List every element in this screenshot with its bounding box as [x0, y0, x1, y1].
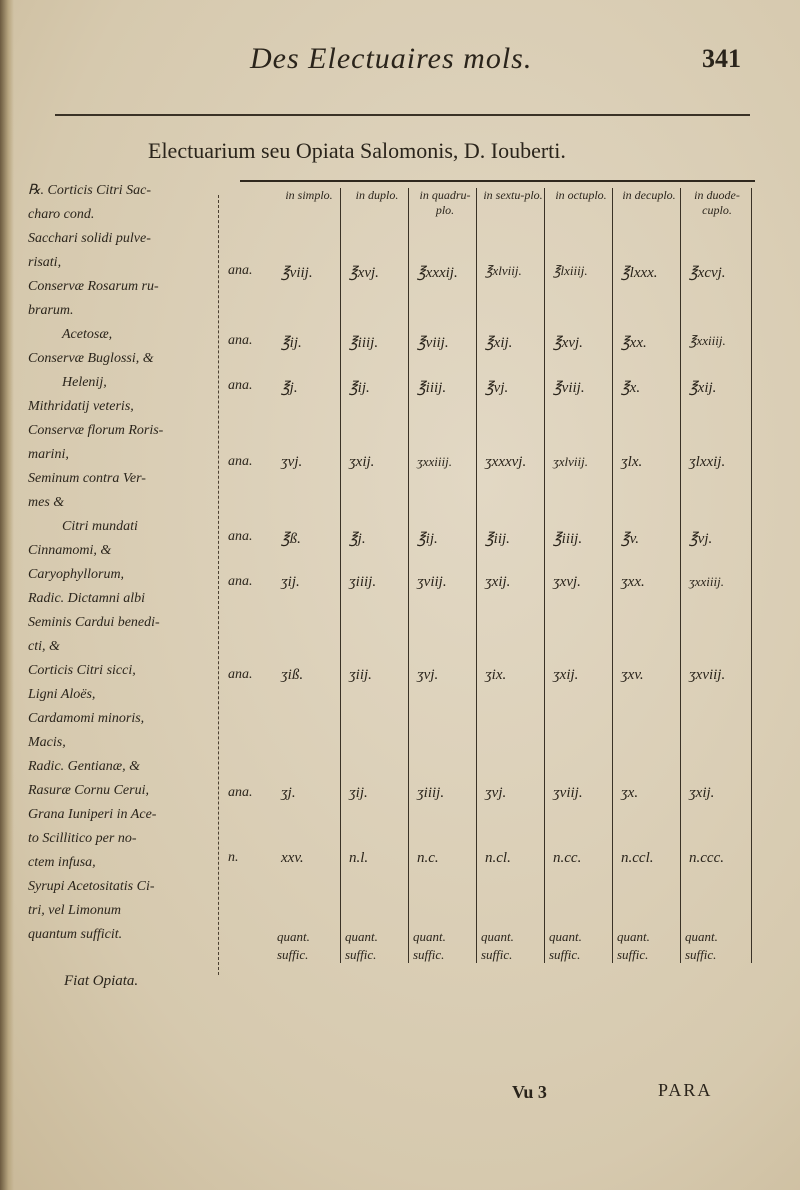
- quantum-cell: quant. suffic.: [277, 929, 310, 962]
- dosage-table: [275, 180, 753, 970]
- dose-cell: ʒxxiiij.: [417, 454, 453, 469]
- dose-cell: ʒxlviij.: [553, 454, 589, 469]
- dose-cell: ℥vj.: [485, 380, 509, 396]
- dose-cell: ℥ij.: [417, 531, 438, 547]
- ingredient-divider: [218, 195, 219, 975]
- dose-cell: ʒxvj.: [553, 574, 581, 590]
- dose-cell: ℥vj.: [689, 531, 713, 547]
- ingredient-line: risati,: [28, 255, 62, 270]
- ingredient-line: Cinnamomi, &: [28, 543, 112, 558]
- ingredient-line: Ligni Aloës,: [28, 687, 96, 702]
- dose-cell: ʒx.: [621, 785, 639, 801]
- dose-cell: ℥iij.: [485, 531, 510, 547]
- dose-cell: ℥viij.: [281, 265, 313, 281]
- dose-cell: ℥xcvj.: [689, 265, 726, 281]
- ingredient-line: Macis,: [28, 735, 66, 750]
- header-rule: [55, 114, 750, 116]
- ingredient-line: Grana Iuniperi in Ace-: [28, 807, 157, 822]
- dose-cell: ℥viij.: [417, 335, 449, 351]
- ingredient-line: Caryophyllorum,: [28, 567, 125, 582]
- ingredient-line: Corticis Citri sicci,: [28, 663, 136, 678]
- column-divider: [408, 188, 409, 963]
- column-header: in octuplo.: [555, 188, 607, 202]
- column-divider: [751, 188, 752, 963]
- dose-cell: ʒiiij.: [349, 574, 377, 590]
- dose-cell: ʒxv.: [621, 667, 644, 683]
- dose-cell: ʒlxxij.: [689, 454, 726, 470]
- quantum-cell: quant. suffic.: [413, 929, 446, 962]
- signature-mark: Vu 3: [512, 1082, 547, 1102]
- dose-cell: ℥ij.: [349, 380, 370, 396]
- column-header: in simplo.: [285, 188, 333, 202]
- dose-cell: ʒxij.: [349, 454, 375, 470]
- ana-label: ana.: [228, 454, 253, 469]
- ana-label: ana.: [228, 667, 253, 682]
- dose-cell: n.ccc.: [689, 850, 724, 866]
- column-divider: [544, 188, 545, 963]
- dose-cell: ʒxx.: [621, 574, 645, 590]
- ingredient-line: Citri mundati: [62, 519, 138, 534]
- dose-cell: ʒvj.: [485, 785, 507, 801]
- ingredient-line: Syrupi Acetositatis Ci-: [28, 879, 155, 894]
- ana-label: n.: [228, 850, 239, 865]
- ana-label: ana.: [228, 574, 253, 589]
- ana-label: ana.: [228, 333, 253, 348]
- ingredient-line: Helenij,: [62, 375, 107, 390]
- ana-label: ana.: [228, 529, 253, 544]
- dose-cell: ℥iiij.: [553, 531, 583, 547]
- column-header: in duplo.: [355, 188, 399, 202]
- column-header: in decuplo.: [622, 188, 676, 202]
- dose-cell: ℥j.: [281, 380, 298, 396]
- dose-cell: ʒxij.: [485, 574, 511, 590]
- ingredient-line: Mithridatij veteris,: [28, 399, 134, 414]
- dose-cell: ʒxij.: [689, 785, 715, 801]
- ingredient-line: ℞. Corticis Citri Sac-: [28, 183, 151, 198]
- ingredient-line: Radic. Dictamni albi: [28, 591, 146, 606]
- dose-cell: ℥iiij.: [349, 335, 379, 351]
- column-header: in sextu-plo.: [483, 188, 543, 202]
- ingredient-line: Conservæ Rosarum ru-: [28, 279, 159, 294]
- dose-cell: ℥ß.: [281, 531, 301, 547]
- ingredient-line: Seminis Cardui benedi-: [28, 615, 160, 630]
- dose-cell: ʒiij.: [349, 667, 372, 683]
- ingredient-line: Acetosæ,: [62, 327, 113, 342]
- quantum-cell: quant. suffic.: [345, 929, 378, 962]
- dose-cell: ℥xx.: [621, 335, 647, 351]
- dose-cell: ʒxviij.: [689, 667, 726, 683]
- quantum-cell: quant. suffic.: [685, 929, 718, 962]
- dose-cell: ʒj.: [281, 785, 296, 801]
- ingredient-line: Cardamomi minoris,: [28, 711, 145, 726]
- dose-cell: ℥viij.: [553, 380, 585, 396]
- ingredient-line: ctem infusa,: [28, 855, 96, 870]
- dose-cell: ℥xxxij.: [417, 265, 458, 281]
- binding-gutter: [0, 0, 14, 1190]
- column-divider: [476, 188, 477, 963]
- ingredient-line: Seminum contra Ver-: [28, 471, 146, 486]
- dose-cell: ℥lxiiij.: [553, 263, 588, 278]
- ingredient-line: Sacchari solidi pulve-: [28, 231, 151, 246]
- column-divider: [612, 188, 613, 963]
- column-header: in duode-cuplo.: [694, 188, 740, 217]
- ana-label: ana.: [228, 263, 253, 278]
- ana-label: ana.: [228, 378, 253, 393]
- ingredient-line: Conservæ Buglossi, &: [28, 351, 154, 366]
- dose-cell: ʒix.: [485, 667, 507, 683]
- dose-cell: ʒlx.: [621, 454, 643, 470]
- dose-cell: ʒiß.: [281, 667, 304, 683]
- dose-cell: ℥xvj.: [553, 335, 583, 351]
- closing-instruction: Fiat Opiata.: [64, 973, 139, 989]
- dose-cell: ℥xlviij.: [485, 263, 522, 278]
- dose-cell: ʒij.: [281, 574, 300, 590]
- dose-cell: n.ccl.: [621, 850, 654, 866]
- ingredient-line: charo cond.: [28, 207, 95, 222]
- dose-cell: ʒij.: [349, 785, 368, 801]
- ingredient-line: quantum sufficit.: [28, 927, 123, 942]
- dose-cell: n.cl.: [485, 850, 511, 866]
- dose-cell: ℥lxxx.: [621, 265, 658, 281]
- column-header: in quadru-plo.: [419, 188, 471, 217]
- recipe-title: Electuarium seu Opiata Salomonis, D. Iouberti.: [148, 138, 566, 163]
- column-divider: [340, 188, 341, 963]
- dose-cell: ʒxxxvj.: [485, 454, 527, 470]
- dose-cell: ʒxij.: [553, 667, 579, 683]
- dose-cell: ʒvj.: [417, 667, 439, 683]
- ingredient-line: Conservæ florum Roris-: [28, 423, 164, 438]
- dose-cell: ʒiiij.: [417, 785, 445, 801]
- dose-cell: ℥xij.: [689, 380, 717, 396]
- ana-label: ana.: [228, 785, 253, 800]
- dose-cell: ℥xxiiij.: [689, 333, 726, 348]
- dose-cell: ʒxxiiij.: [689, 574, 725, 589]
- page-number: 341: [702, 44, 741, 73]
- dose-cell: ℥xvj.: [349, 265, 379, 281]
- ingredient-line: mes &: [28, 495, 65, 510]
- dose-cell: n.cc.: [553, 850, 582, 866]
- dose-cell: ʒviij.: [417, 574, 447, 590]
- dose-cell: ℥j.: [349, 531, 366, 547]
- dose-cell: ℥ij.: [281, 335, 302, 351]
- ingredient-line: cti, &: [28, 639, 60, 654]
- column-divider: [680, 188, 681, 963]
- dose-cell: n.c.: [417, 850, 439, 866]
- ingredient-line: marini,: [28, 447, 69, 462]
- dose-cell: ʒviij.: [553, 785, 583, 801]
- quantum-cell: quant. suffic.: [481, 929, 514, 962]
- quantum-cell: quant. suffic.: [617, 929, 650, 962]
- ingredient-line: Radic. Gentianæ, &: [28, 759, 140, 774]
- catchword: PARA: [658, 1080, 713, 1100]
- ingredient-line: brarum.: [28, 303, 74, 318]
- ingredient-line: Rasuræ Cornu Cerui,: [28, 783, 149, 798]
- running-head: Des Electuaires mols.: [250, 42, 533, 75]
- dose-cell: xxv.: [281, 850, 304, 866]
- dose-cell: ℥iiij.: [417, 380, 447, 396]
- quantum-cell: quant. suffic.: [549, 929, 582, 962]
- table-top-rule: [240, 180, 755, 182]
- dose-cell: n.l.: [349, 850, 369, 866]
- dose-cell: ℥xij.: [485, 335, 513, 351]
- ingredient-line: tri, vel Limonum: [28, 903, 121, 918]
- dose-cell: ʒvj.: [281, 454, 303, 470]
- ingredient-line: to Scillitico per no-: [28, 831, 137, 846]
- dose-cell: ℥x.: [621, 380, 641, 396]
- dose-cell: ℥v.: [621, 531, 639, 547]
